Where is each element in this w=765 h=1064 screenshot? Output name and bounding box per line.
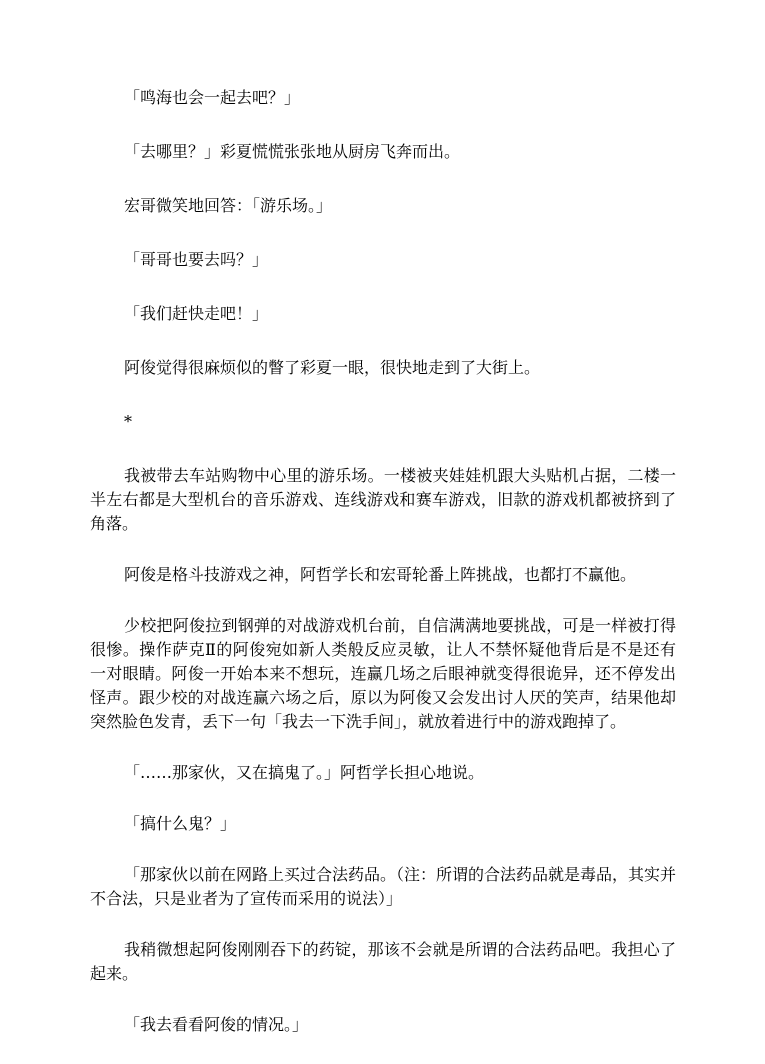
paragraph: 我稍微想起阿俊刚刚吞下的药锭，那该不会就是所谓的合法药品吧。我担心了起来。 <box>90 940 676 983</box>
paragraph: 阿俊觉得很麻烦似的瞥了彩夏一眼，很快地走到了大街上。 <box>124 358 541 377</box>
body-text <box>90 86 676 1064</box>
paragraph: 我被带去车站购物中心里的游乐场。一楼被夹娃娃机跟大头贴机占据，二楼一半左右都是大型机台的音乐游戏、连线游戏和赛车游戏，旧款的游戏机都被挤到了角落。 <box>90 466 676 533</box>
paragraph: 「鸣海也会一起去吧？」 <box>124 88 301 107</box>
paragraph: 宏哥微笑地回答：「游乐场。」 <box>124 196 333 215</box>
paragraph: 「搞什么鬼？」 <box>124 814 237 833</box>
paragraph: 「去哪里？」彩夏慌慌张张地从厨房飞奔而出。 <box>124 142 461 161</box>
paragraph: 阿俊是格斗技游戏之神，阿哲学长和宏哥轮番上阵挑战，也都打不赢他。 <box>124 565 637 584</box>
paragraph: 「我们赶快走吧！」 <box>124 304 269 323</box>
paragraph: 少校把阿俊拉到钢弹的对战游戏机台前，自信满满地要挑战，可是一样被打得很惨。操作萨克Ⅱ的阿俊宛如新人类般反应灵敏，让人不禁怀疑他背后是不是还有一对眼睛。阿俊一开始本来不想玩，连赢几场之后眼神就变得很诡异，还不停发出怪声。跟少校的对战连赢六场之后，原以为阿俊又会发出讨人厌的笑声，结果他却突然脸色发青，丢下一句「我去一下洗手间」，就放着进行中的游戏跑掉了。 <box>90 616 676 731</box>
section-break: * <box>124 412 132 431</box>
paragraph: 「那家伙以前在网路上买过合法药品。（注：所谓的合法药品就是毒品，其实并不合法，只是业者为了宣传而采用的说法）」 <box>90 865 677 908</box>
paragraph: 「哥哥也要去吗？」 <box>124 250 269 269</box>
paragraph: 「我去看看阿俊的情况。」 <box>124 1015 309 1034</box>
paragraph: 「……那家伙，又在搞鬼了。」阿哲学长担心地说。 <box>124 763 485 782</box>
